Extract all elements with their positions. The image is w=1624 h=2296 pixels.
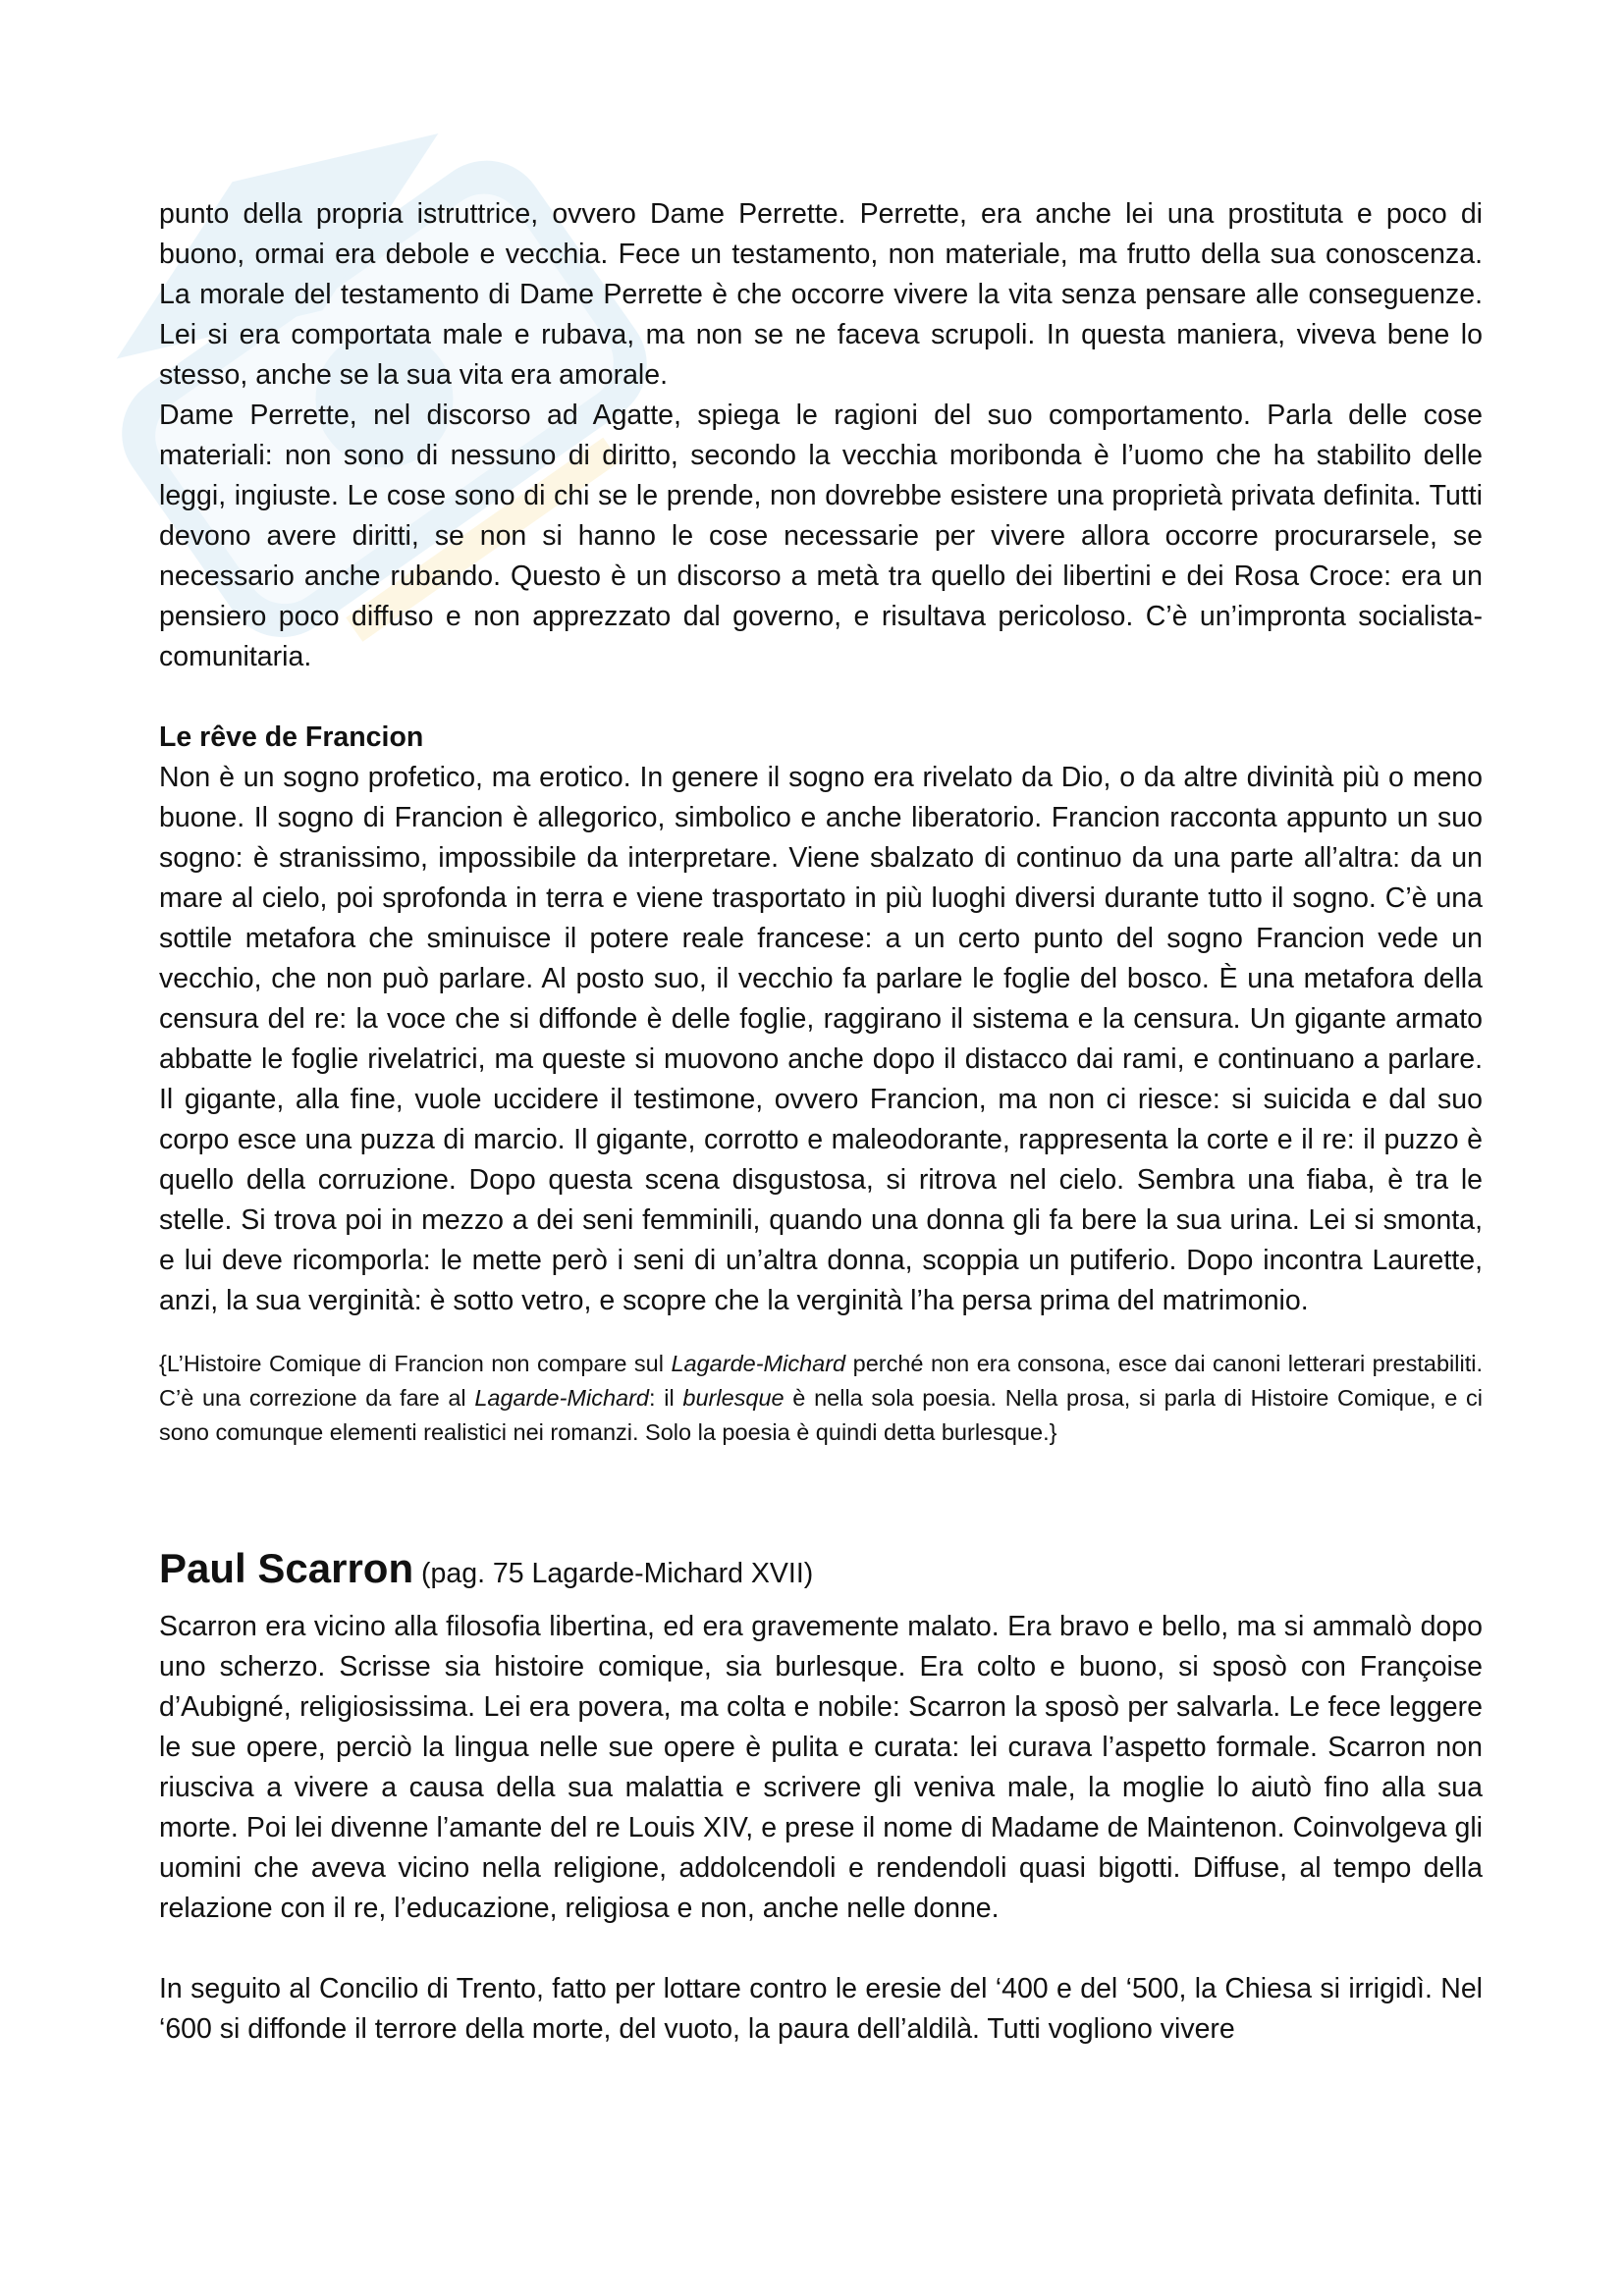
paragraph-scarron: Scarron era vicino alla filosofia libertina, ed era gravemente malato. Era bravo e bello, ma si ammalò dopo uno scherzo. Scrisse sia histoire comique, sia burlesque. Era colto e buono, si sposò con Françoise d’Aubigné, religiosissima. Lei era povera, ma colta e nobile: Scarron la sposò per salvarla. Le fece leggere le sue opere, perciò la lingua nelle sue opere è pulita e curata: lei curava l’aspetto formale. Scarron non riusciva a vivere a causa della sua malattia e scrivere gli veniva male, la moglie lo aiutò fino alla sua morte. Poi lei divenne l’amante del re Louis XIV, e prese il nome di Madame de Maintenon. Coinvolgeva gli uomini che aveva vicino nella religione, addolcendoli e rendendoli quasi bigotti. Diffuse, al tempo della relazione con il re, l’educazione, religiosa e non, anche nelle donne. [159,1611,1483,1924]
paragraph-dame-perrette: punto della propria istruttrice, ovvero Dame Perrette. Perrette, era anche lei una prostituta e poco di buono, ormai era debole e vecchia. Fece un testamento, non materiale, ma frutto della sua conoscenza. La morale del testamento di Dame Perrette è che occorre vivere la vita senza pensare alle conseguenze. Lei si era comportata male e rubava, ma non se ne faceva scrupoli. In questa maniera, viveva bene lo stesso, anche se la sua vita era amorale. [159,198,1483,391]
paragraph-concilio-trento: In seguito al Concilio di Trento, fatto per lottare contro le eresie del ‘400 e del ‘500, la Chiesa si irrigidì. Nel ‘600 si diffonde il terrore della morte, del vuoto, la paura dell’aldilà. Tutti vogliono vivere [159,1973,1483,2045]
section-heading-scarron: Paul Scarron (pag. 75 Lagarde-Michard XVII) [159,1545,814,1591]
section-heading-reve: Le rêve de Francion [159,721,424,753]
document-page [159,194,1483,2050]
paragraph-reve-francion: Non è un sogno profetico, ma erotico. In genere il sogno era rivelato da Dio, o da altre divinità più o meno buone. Il sogno di Francion è allegorico, simbolico e anche liberatorio. Francion racconta appunto un suo sogno: è stranissimo, impossibile da interpretare. Viene sbalzato di continuo da una parte all’altra: da un mare al cielo, poi sprofonda in terra e viene trasportato in più luoghi diversi durante tutto il sogno. C’è una sottile metafora che sminuisce il potere reale francese: a un certo punto del sogno Francion vede un vecchio, che non può parlare. Al posto suo, il vecchio fa parlare le foglie del bosco. È una metafora della censura del re: la voce che si diffonde è delle foglie, raggirano il sistema e la censura. Un gigante armato abbatte le foglie rivelatrici, ma queste si muovono anche dopo il distacco dai rami, e continuano a parlare. Il gigante, alla fine, vuole uccidere il testimone, ovvero Francion, ma non ci riesce: si suicida e dal suo corpo esce una puzza di marcio. Il gigante, corrotto e maleodorante, rappresenta la corte e il re: il puzzo è quello della corruzione. Dopo questa scena disgustosa, si ritrova nel cielo. Sembra una fiaba, è tra le stelle. Si trova poi in mezzo a dei seni femminili, quando una donna gli fa bere la sua urina. Lei si smonta, e lui deve ricomporla: le mette però i seni di un’altra donna, scoppia un putiferio. Dopo incontra Laurette, anzi, la sua verginità: è sotto vetro, e scopre che la verginità l’ha persa prima del matrimonio. [159,762,1483,1316]
paragraph-discorso-agatte: Dame Perrette, nel discorso ad Agatte, spiega le ragioni del suo comportamento. Parla delle cose materiali: non sono di nessuno di diritto, secondo la vecchia moribonda è l’uomo che ha stabilito delle leggi, ingiuste. Le cose sono di chi se le prende, non dovrebbe esistere una proprietà privata definita. Tutti devono avere diritti, se non si hanno le cose necessarie per vivere allora occorre procurarsele, se necessario anche rubando. Questo è un discorso a metà tra quello dei libertini e dei Rosa Croce: era un pensiero poco diffuso e non apprezzato dal governo, e risultava pericoloso. C’è un’impronta socialista-comunitaria. [159,400,1483,672]
note-histoire-comique: {L’Histoire Comique di Francion non compare sul Lagarde-Michard perché non era consona, esce dai canoni letterari prestabiliti. C’è una correzione da fare al Lagarde-Michard: il burlesque è nella sola poesia. Nella prosa, si parla di Histoire Comique, e ci sono comunque elementi realistici nei romanzi. Solo la poesia è quindi detta burlesque.} [159,1351,1484,1445]
